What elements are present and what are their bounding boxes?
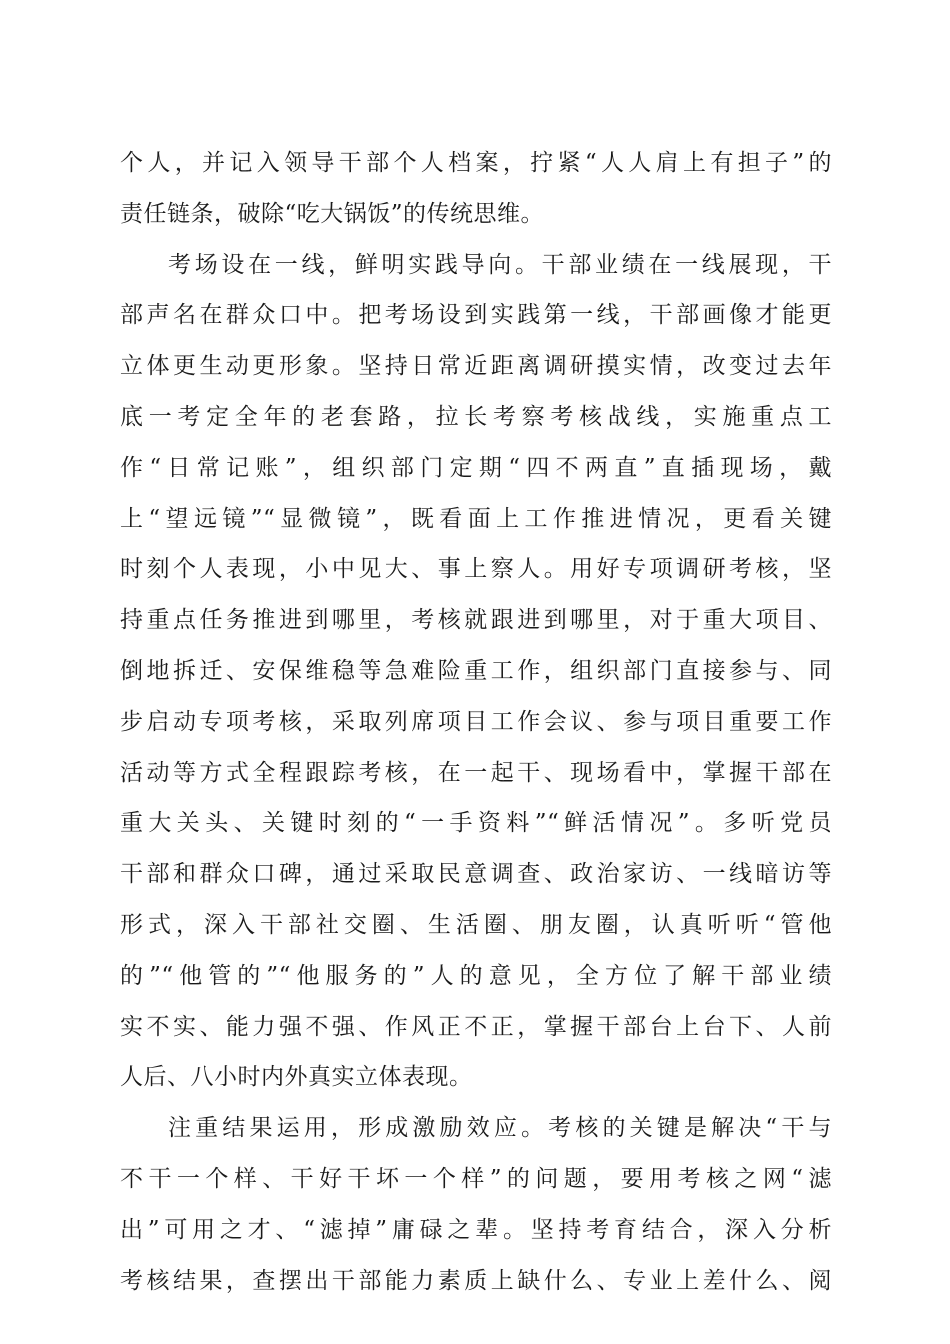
text-line: 干部和群众口碑，通过采取民意调查、政治家访、一线暗访等 [120, 861, 832, 888]
text-line: 持重点任务推进到哪里，考核就跟进到哪里，对于重大项目、 [120, 607, 832, 634]
text-line: 重大关头、关键时刻的“一手资料”“鲜活情况”。多听党员 [120, 810, 832, 837]
text-line: 不干一个样、干好干坏一个样”的问题，要用考核之网“滤 [120, 1165, 832, 1192]
text-line: 出”可用之才、“滤掉”庸碌之辈。坚持考育结合，深入分析 [120, 1216, 832, 1243]
text-line: 时刻个人表现，小中见大、事上察人。用好专项调研考核，坚 [120, 556, 832, 583]
text-line: 人后、八小时内外真实立体表现。 [120, 1064, 473, 1091]
document-body [120, 138, 832, 1306]
text-line: 底一考定全年的老套路，拉长考察考核战线，实施重点工 [120, 403, 832, 430]
paragraph-start-line: 考场设在一线，鲜明实践导向。干部业绩在一线展现，干 [168, 251, 832, 278]
text-line: 立体更生动更形象。坚持日常近距离调研摸实情，改变过去年 [120, 353, 832, 380]
text-line: 活动等方式全程跟踪考核，在一起干、现场看中，掌握干部在 [120, 759, 832, 786]
text-line: 考核结果，查摆出干部能力素质上缺什么、专业上差什么、阅 [120, 1267, 832, 1294]
text-line: 作“日常记账”，组织部门定期“四不两直”直插现场，戴 [120, 454, 832, 481]
text-line: 责任链条，破除“吃大锅饭”的传统思维。 [120, 200, 545, 227]
paragraph-start-line: 注重结果运用，形成激励效应。考核的关键是解决“干与 [168, 1115, 832, 1142]
text-line: 部声名在群众口中。把考场设到实践第一线，干部画像才能更 [120, 302, 832, 329]
text-line: 形式，深入干部社交圈、生活圈、朋友圈，认真听听“管他 [120, 911, 832, 938]
text-line: 实不实、能力强不强、作风正不正，掌握干部台上台下、人前 [120, 1013, 832, 1040]
text-line: 上“望远镜”“显微镜”，既看面上工作推进情况，更看关键 [120, 505, 832, 532]
text-line: 步启动专项考核，采取列席项目工作会议、参与项目重要工作 [120, 708, 832, 735]
text-line: 个人，并记入领导干部个人档案，拧紧“人人肩上有担子”的 [120, 150, 832, 176]
text-line: 的”“他管的”“他服务的”人的意见，全方位了解干部业绩 [120, 962, 832, 989]
text-line: 倒地拆迁、安保维稳等急难险重工作，组织部门直接参与、同 [120, 657, 832, 684]
